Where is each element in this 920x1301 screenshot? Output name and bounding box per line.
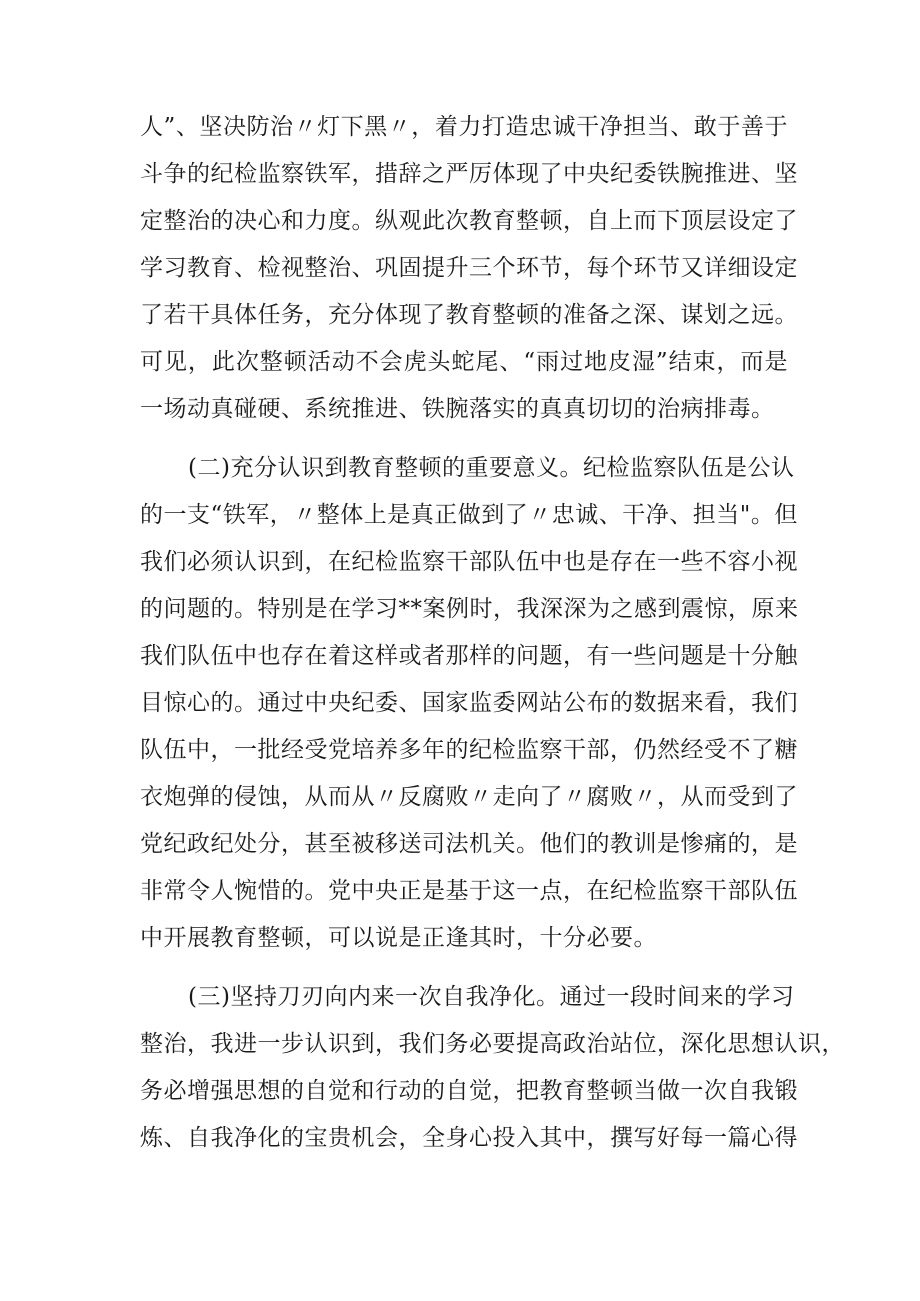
text-line: 非常令人惋惜的。党中央正是基于这一点，在纪检监察干部队伍: [140, 878, 798, 904]
text-line: 可见，此次整顿活动不会虎头蛇尾、“雨过地皮湿”结束，而是: [140, 349, 788, 375]
paragraph-heading-line: (三)坚持刀刃向内来一次自我净化。通过一段时间来的学习: [188, 984, 795, 1010]
text-line: 了若干具体任务，充分体现了教育整顿的准备之深、谋划之远。: [140, 302, 798, 328]
text-line: 学习教育、检视整治、巩固提升三个环节，每个环节又详细设定: [140, 255, 798, 281]
text-line: 队伍中，一批经受党培养多年的纪检监察干部，仍然经受不了糖: [140, 737, 798, 763]
text-line: 的一支“铁军，〃整体上是真正做到了〃忠诚、干净、担当"。但: [140, 502, 798, 528]
text-line: 一场动真碰硬、系统推进、铁腕落实的真真切切的治病排毒。: [140, 396, 775, 422]
text-line: 中开展教育整顿，可以说是正逢其时，十分必要。: [140, 925, 657, 951]
text-line: 我们队伍中也存在着这样或者那样的问题，有一些问题是十分触: [140, 643, 798, 669]
text-line: 斗争的纪检监察铁军，措辞之严厉体现了中央纪委铁腕推进、坚: [140, 161, 798, 187]
text-line: 定整治的决心和力度。纵观此次教育整顿，自上而下顶层设定了: [140, 208, 798, 234]
paragraph-heading-line: (二)充分认识到教育整顿的重要意义。纪检监察队伍是公认: [188, 455, 795, 481]
text-line: 人”、坚决防治〃灯下黑〃，着力打造忠诚干净担当、敢于善于: [140, 114, 788, 140]
text-line: 我们必须认识到，在纪检监察干部队伍中也是存在一些不容小视: [140, 549, 798, 575]
text-line: 衣炮弹的侵蚀，从而从〃反腐败〃走向了〃腐败〃，从而受到了: [140, 784, 798, 810]
text-line: 目惊心的。通过中央纪委、国家监委网站公布的数据来看，我们: [140, 690, 798, 716]
text-line: 整治，我进一步认识到，我们务必要提高政治站位，深化思想认识，: [140, 1031, 845, 1057]
text-line: 炼、自我净化的宝贵机会，全身心投入其中，撰写好每一篇心得: [140, 1125, 798, 1151]
text-line: 党纪政纪处分，甚至被移送司法机关。他们的教训是惨痛的，是: [140, 831, 798, 857]
text-line: 的问题的。特别是在学习**案例时，我深深为之感到震惊，原来: [140, 596, 799, 622]
text-line: 务必增强思想的自觉和行动的自觉，把教育整顿当做一次自我锻: [140, 1078, 798, 1104]
